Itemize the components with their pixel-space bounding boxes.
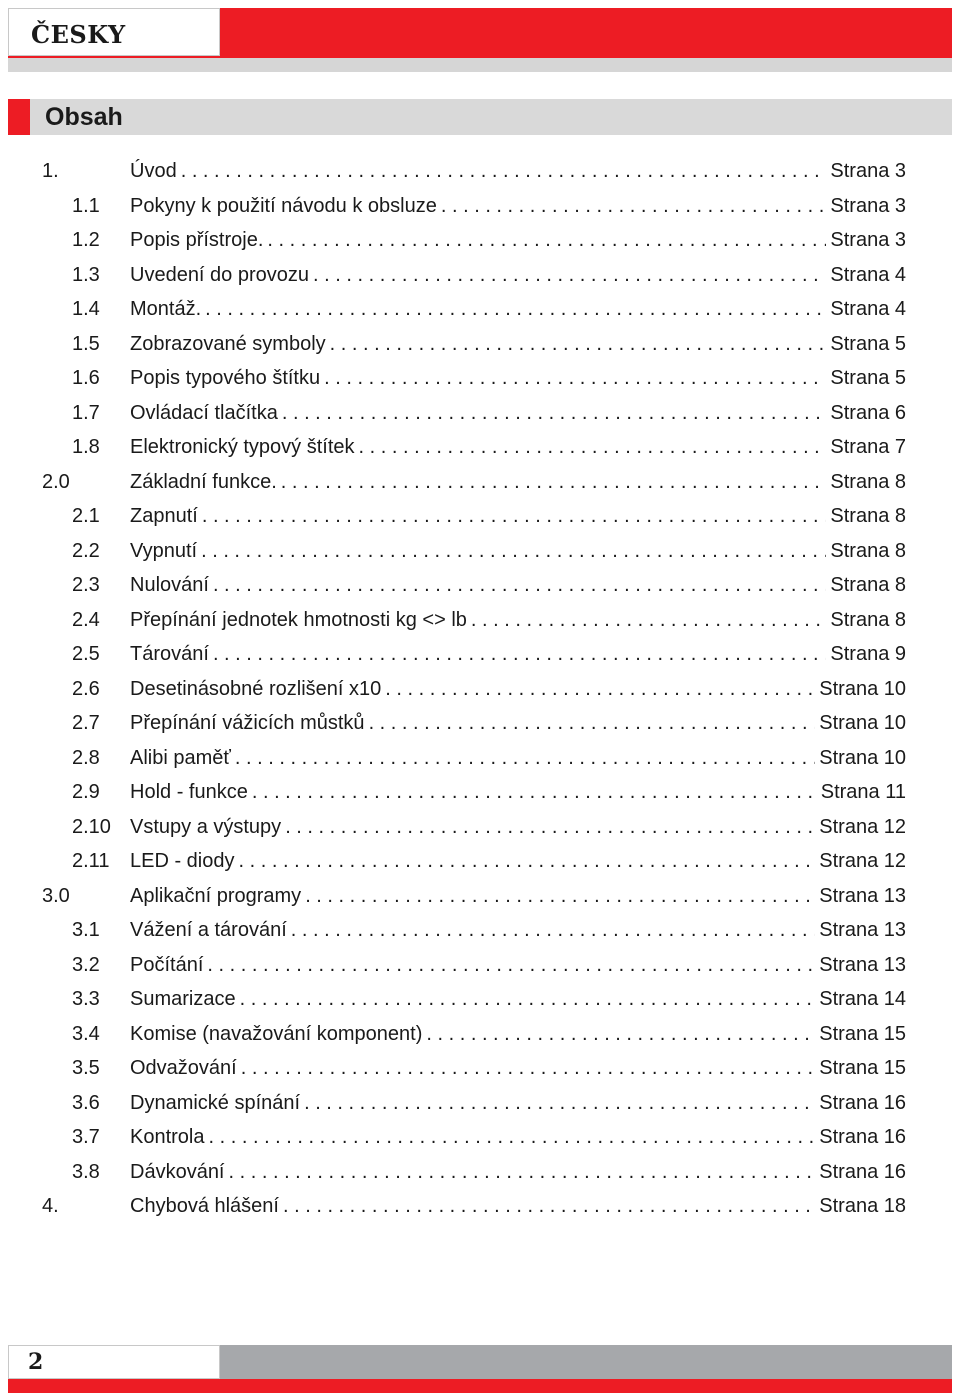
toc-entry-page: Strana 4 xyxy=(830,298,906,320)
toc-entry-number: 3.8 xyxy=(72,1160,100,1183)
toc-entry[interactable] xyxy=(0,982,960,1017)
toc-dot-leader xyxy=(281,471,827,494)
toc-entry-title: Aplikační programy xyxy=(130,884,302,907)
language-label: ČESKY xyxy=(31,20,126,49)
toc-dot-leader xyxy=(283,1195,815,1218)
toc-entry-title: Vážení a tárování xyxy=(130,919,287,941)
toc-entry-line xyxy=(130,954,906,977)
toc-entry-number: 3.4 xyxy=(72,1022,100,1045)
toc-entry-number: 2.3 xyxy=(72,574,100,596)
toc-entry-line xyxy=(130,919,906,942)
toc-entry-page: Strana 3 xyxy=(830,229,906,251)
toc-entry[interactable] xyxy=(0,1017,960,1052)
toc-dot-leader xyxy=(239,850,816,873)
toc-entry-page: Strana 15 xyxy=(819,1057,906,1079)
toc-entry[interactable] xyxy=(0,327,960,362)
toc-dot-leader xyxy=(285,816,815,839)
toc-entry[interactable] xyxy=(0,465,960,500)
toc-entry-line xyxy=(130,367,906,390)
toc-entry-line xyxy=(130,816,906,839)
toc-entry-number: 1.1 xyxy=(72,194,100,217)
toc-entry-title: Dynamické spínání xyxy=(130,1091,301,1114)
toc-entry[interactable] xyxy=(0,775,960,810)
toc-entry-line xyxy=(130,885,906,908)
toc-entry-line xyxy=(130,678,906,701)
toc-entry[interactable] xyxy=(0,1120,960,1155)
toc-entry-page: Strana 6 xyxy=(830,401,906,424)
toc-entry[interactable] xyxy=(0,1051,960,1086)
footer-red-band xyxy=(8,1379,952,1393)
toc-dot-leader xyxy=(359,436,827,459)
toc-entry-page: Strana 13 xyxy=(819,884,906,907)
toc-entry-page: Strana 10 xyxy=(819,746,906,769)
section-heading-bar xyxy=(8,99,952,135)
section-title: Obsah xyxy=(45,103,123,131)
toc-entry-page: Strana 3 xyxy=(830,194,906,217)
toc-dot-leader xyxy=(441,195,827,218)
toc-entry-page: Strana 18 xyxy=(819,1195,906,1217)
toc-entry-title: Sumarizace xyxy=(130,988,236,1010)
toc-dot-leader xyxy=(207,954,815,977)
toc-entry[interactable] xyxy=(0,672,960,707)
toc-entry-line xyxy=(130,402,906,425)
toc-dot-leader xyxy=(201,540,826,563)
toc-dot-leader xyxy=(471,609,827,632)
toc-entry-title: Tárování xyxy=(130,643,209,665)
toc-entry-title: Desetinásobné rozlišení x10 xyxy=(130,677,382,700)
toc-entry-number: 2.0 xyxy=(42,470,70,493)
toc-entry[interactable] xyxy=(0,499,960,534)
page-number: 2 xyxy=(28,1349,44,1375)
toc-entry-number: 2.6 xyxy=(72,677,100,700)
toc-dot-leader xyxy=(330,333,827,356)
toc-entry-page: Strana 3 xyxy=(830,160,906,182)
toc-entry-page: Strana 9 xyxy=(830,643,906,665)
toc-entry-page: Strana 10 xyxy=(819,712,906,734)
toc-entry-title: Alibi paměť xyxy=(130,746,231,769)
toc-entry[interactable] xyxy=(0,361,960,396)
toc-dot-leader xyxy=(313,264,826,287)
toc-entry-number: 1.4 xyxy=(72,298,100,320)
toc-entry-title: Zobrazované symboly xyxy=(130,332,326,355)
toc-entry-number: 2.7 xyxy=(72,712,100,734)
toc-entry-line xyxy=(130,1126,906,1149)
toc-entry-number: 2.4 xyxy=(72,608,100,631)
toc-entry-title: Montáž. xyxy=(130,298,202,320)
toc-entry-page: Strana 12 xyxy=(819,815,906,838)
toc-entry-number: 1.6 xyxy=(72,367,100,389)
language-box xyxy=(8,8,220,56)
toc-entry-line xyxy=(130,574,906,597)
toc-entry-title: Uvedení do provozu xyxy=(130,263,310,286)
toc-entry[interactable] xyxy=(0,1189,960,1224)
toc-entry[interactable] xyxy=(0,913,960,948)
toc-entry-page: Strana 8 xyxy=(830,470,906,493)
toc-entry-title: Chybová hlášení xyxy=(130,1195,279,1217)
toc-dot-leader xyxy=(213,574,826,597)
toc-entry-page: Strana 8 xyxy=(830,539,906,562)
toc-entry[interactable] xyxy=(0,810,960,845)
toc-entry-title: Zapnutí xyxy=(130,505,198,527)
toc-entry-number: 2.11 xyxy=(72,850,110,872)
toc-dot-leader xyxy=(205,298,826,321)
toc-entry-title: Pokyny k použití návodu k obsluze xyxy=(130,194,437,217)
toc-entry-number: 3.0 xyxy=(42,884,70,907)
toc-entry-page: Strana 15 xyxy=(819,1022,906,1045)
toc-entry-title: Základní funkce. xyxy=(130,470,277,493)
toc-entry-line xyxy=(130,298,906,321)
toc-entry-page: Strana 11 xyxy=(820,781,906,803)
toc-entry-line xyxy=(130,609,906,632)
toc-entry[interactable] xyxy=(0,568,960,603)
toc-entry-number: 3.6 xyxy=(72,1091,100,1114)
toc-entry[interactable] xyxy=(0,154,960,189)
toc-entry-number: 3.3 xyxy=(72,988,100,1010)
toc-entry-title: Úvod xyxy=(130,160,177,182)
toc-dot-leader xyxy=(252,781,817,804)
toc-entry-number: 3.7 xyxy=(72,1126,100,1148)
toc-entry-title: Elektronický typový štítek xyxy=(130,436,355,458)
toc-entry[interactable] xyxy=(0,948,960,983)
toc-dot-leader xyxy=(181,160,827,183)
toc-dot-leader xyxy=(202,505,827,528)
toc-entry-line xyxy=(130,747,906,770)
toc-entry-number: 2.8 xyxy=(72,746,100,769)
toc-entry-number: 3.5 xyxy=(72,1057,100,1079)
toc-entry-number: 2.10 xyxy=(72,815,111,838)
toc-entry-line xyxy=(130,160,906,183)
toc-entry-page: Strana 8 xyxy=(830,505,906,527)
toc-entry-line xyxy=(130,850,906,873)
toc-entry-line xyxy=(130,333,906,356)
toc-entry-number: 1.8 xyxy=(72,436,100,458)
toc-entry-page: Strana 4 xyxy=(830,263,906,286)
toc-entry-number: 3.1 xyxy=(72,919,100,941)
toc-entry-line xyxy=(130,264,906,287)
toc-entry-number: 1.2 xyxy=(72,229,100,251)
toc-entry-title: Ovládací tlačítka xyxy=(130,401,278,424)
toc-entry-title: Nulování xyxy=(130,574,209,596)
toc-entry[interactable] xyxy=(0,292,960,327)
toc-entry[interactable] xyxy=(0,223,960,258)
toc-entry-number: 2.5 xyxy=(72,643,100,665)
toc-entry-title: Popis typového štítku xyxy=(130,367,321,389)
toc-dot-leader xyxy=(267,229,826,252)
toc-entry-title: Popis přístroje. xyxy=(130,229,264,251)
toc-entry[interactable] xyxy=(0,637,960,672)
toc-dot-leader xyxy=(305,885,815,908)
toc-dot-leader xyxy=(241,1057,816,1080)
toc-entry-page: Strana 5 xyxy=(830,367,906,389)
toc-entry[interactable] xyxy=(0,189,960,224)
toc-entry-page: Strana 10 xyxy=(819,677,906,700)
toc-entry[interactable] xyxy=(0,603,960,638)
toc-entry-line xyxy=(130,643,906,666)
toc-entry-title: Dávkování xyxy=(130,1160,225,1183)
toc-entry-line xyxy=(130,1092,906,1115)
toc-entry-line xyxy=(130,1195,906,1218)
toc-entry[interactable] xyxy=(0,879,960,914)
toc-entry-title: Vstupy a výstupy xyxy=(130,815,282,838)
toc-entry[interactable] xyxy=(0,258,960,293)
toc-entry-page: Strana 7 xyxy=(830,436,906,458)
toc-entry[interactable] xyxy=(0,534,960,569)
toc-entry-line xyxy=(130,781,906,804)
toc-entry-title: LED - diody xyxy=(130,850,235,872)
toc-entry[interactable] xyxy=(0,1155,960,1190)
top-header-bar xyxy=(8,8,952,58)
toc-entry-line xyxy=(130,436,906,459)
toc-dot-leader xyxy=(324,367,826,390)
toc-entry-number: 1.7 xyxy=(72,401,100,424)
toc-entry-page: Strana 5 xyxy=(830,332,906,355)
toc-entry-title: Hold - funkce xyxy=(130,781,248,803)
toc-entry-line xyxy=(130,540,906,563)
toc-entry-title: Odvažování xyxy=(130,1057,237,1079)
toc-dot-leader xyxy=(385,678,815,701)
toc-entry-number: 2.1 xyxy=(72,505,100,527)
toc-entry[interactable] xyxy=(0,430,960,465)
toc-entry-number: 2.9 xyxy=(72,781,100,803)
toc-entry[interactable] xyxy=(0,706,960,741)
toc-dot-leader xyxy=(213,643,826,666)
toc-dot-leader xyxy=(304,1092,815,1115)
toc-entry-title: Přepínání jednotek hmotnosti kg <> lb xyxy=(130,608,467,631)
toc-entry-title: Přepínání vážicích můstků xyxy=(130,712,365,734)
toc-entry-page: Strana 13 xyxy=(819,919,906,941)
toc-entry-number: 1. xyxy=(42,160,59,182)
toc-entry-line xyxy=(130,229,906,252)
toc-entry-number: 2.2 xyxy=(72,539,100,562)
toc-dot-leader xyxy=(426,1023,815,1046)
toc-entry-line xyxy=(130,712,906,735)
toc-entry-line xyxy=(130,1057,906,1080)
toc-entry[interactable] xyxy=(0,1086,960,1121)
toc-entry-page: Strana 13 xyxy=(819,953,906,976)
toc-entry-title: Kontrola xyxy=(130,1126,205,1148)
toc-dot-leader xyxy=(229,1161,816,1184)
toc-entry-line xyxy=(130,471,906,494)
toc-entry-line xyxy=(130,988,906,1011)
toc-entry-number: 4. xyxy=(42,1195,59,1217)
section-red-marker xyxy=(8,99,30,135)
toc-entry[interactable] xyxy=(0,741,960,776)
table-of-contents xyxy=(0,154,960,1224)
toc-entry-number: 3.2 xyxy=(72,953,100,976)
toc-entry-page: Strana 16 xyxy=(819,1160,906,1183)
toc-dot-leader xyxy=(369,712,816,735)
toc-entry[interactable] xyxy=(0,396,960,431)
toc-entry-title: Komise (navažování komponent) xyxy=(130,1022,423,1045)
toc-dot-leader xyxy=(235,747,815,770)
toc-entry-page: Strana 8 xyxy=(830,608,906,631)
toc-dot-leader xyxy=(240,988,816,1011)
toc-entry-title: Vypnutí xyxy=(130,539,198,562)
toc-entry-line xyxy=(130,505,906,528)
toc-entry-page: Strana 16 xyxy=(819,1126,906,1148)
toc-entry-line xyxy=(130,195,906,218)
toc-entry-page: Strana 12 xyxy=(819,850,906,872)
toc-entry-page: Strana 8 xyxy=(830,574,906,596)
toc-entry-page: Strana 16 xyxy=(819,1091,906,1114)
toc-entry[interactable] xyxy=(0,844,960,879)
toc-entry-number: 1.5 xyxy=(72,332,100,355)
top-gray-band xyxy=(8,58,952,72)
toc-dot-leader xyxy=(291,919,815,942)
toc-entry-line xyxy=(130,1161,906,1184)
toc-entry-number: 1.3 xyxy=(72,263,100,286)
toc-dot-leader xyxy=(282,402,827,425)
toc-dot-leader xyxy=(209,1126,816,1149)
toc-entry-title: Počítání xyxy=(130,953,204,976)
toc-entry-page: Strana 14 xyxy=(819,988,906,1010)
toc-entry-line xyxy=(130,1023,906,1046)
